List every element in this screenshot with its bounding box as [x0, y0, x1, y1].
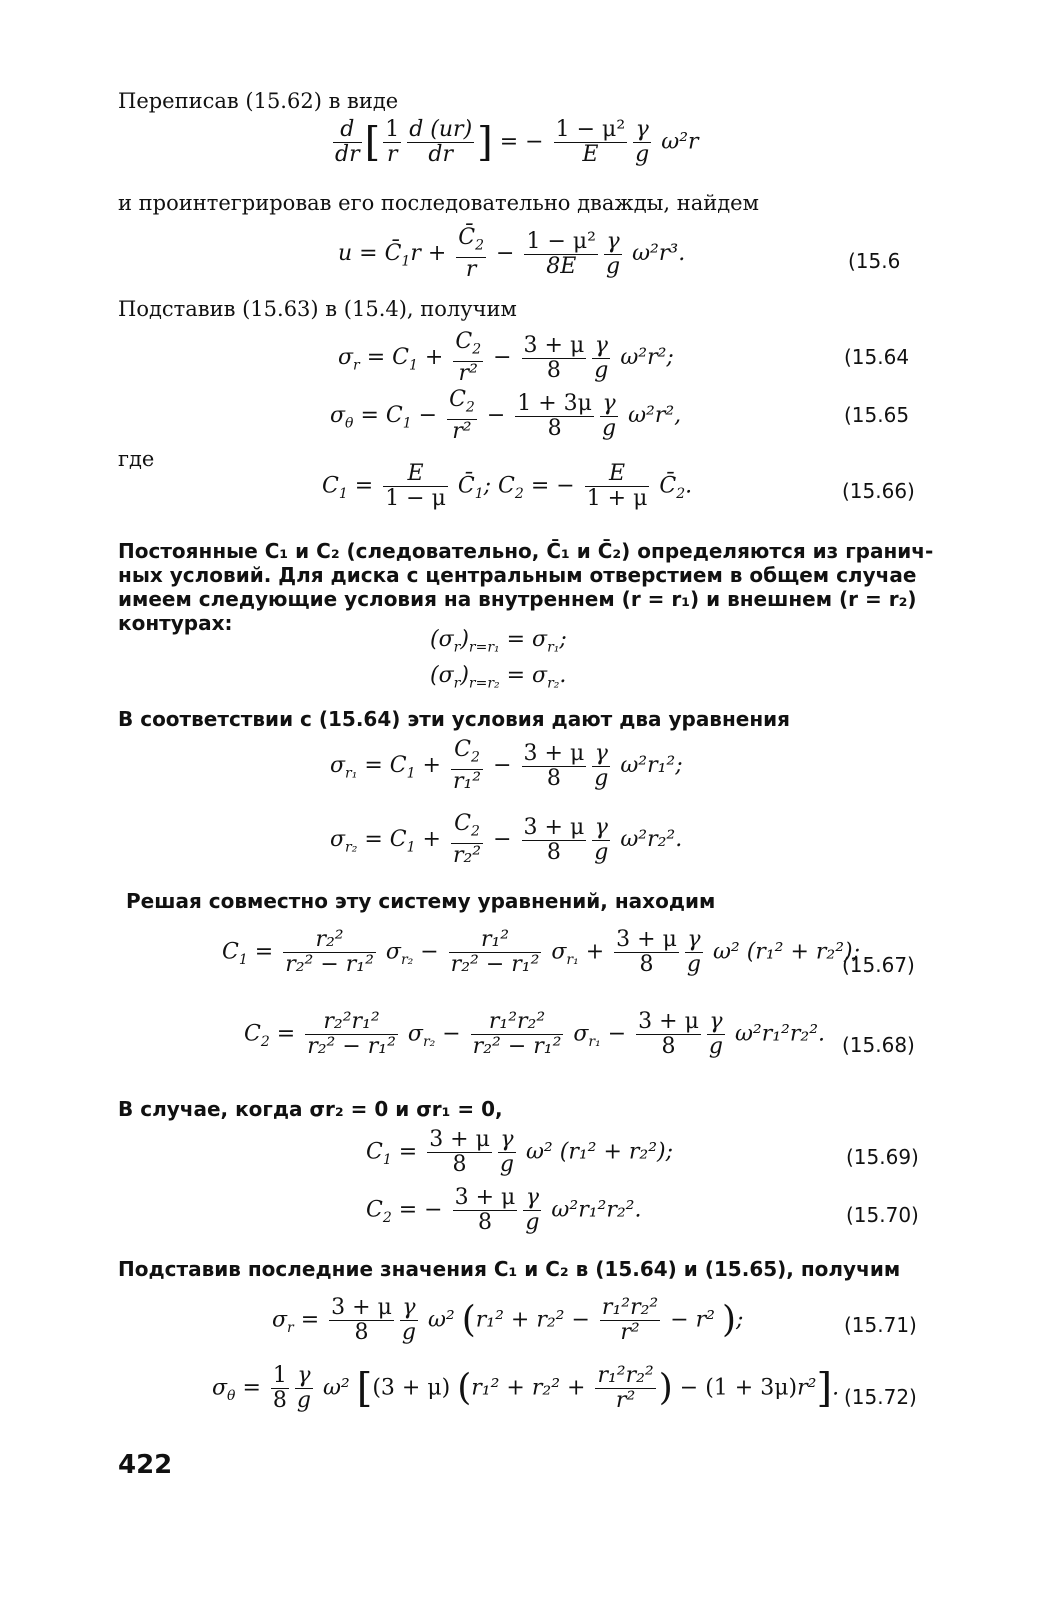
equation-sigma-theta-final: $\sigma_\theta$ = $\frac{1}{8}$ $\frac{\gamma}{g}$ ω² [(3 + μ) (r₁² + r₂² + $\frac{\text{r₁²r₂²}}{\text{r²}}$ ) − (1 + 3μ)r²]. [212, 1363, 840, 1413]
paragraph-constants-line1: Постоянные C₁ и C₂ (следовательно, C̄₁ и C̄₂) определяются из гранич- [118, 539, 934, 563]
paragraph-case: В случае, когда σr₂ = 0 и σr₁ = 0, [118, 1097, 503, 1121]
equation-displacement: $u = C̄_1r$ + $\frac{C̄_2}{r}$ − $\frac{\text{1 − μ²}}{8E}$ $\frac{\gamma}{g}$ ω²r³. [338, 225, 686, 283]
paragraph-constants-line2: ных условий. Для диска с центральным отверстием в общем случае [118, 563, 917, 587]
equation-number-68: (15.68) [842, 1033, 915, 1057]
equation-sigma-r: $\sigma_r = C_1$ + $\frac{C_2}{\text{r²}}$ − $\frac{3 + \mu}{8}$ $\frac{\gamma}{g}$ ω²r²; [338, 329, 674, 387]
equation-c2-special: $C_2$ = − $\frac{3 + \mu}{8}$ $\frac{\gamma}{g}$ ω²r₁²r₂². [366, 1185, 642, 1235]
paragraph-integrate: и проинтегрировав его последовательно дважды, найдем [118, 191, 759, 215]
equation-boundary-inner: $(\sigma_r)_{r=r_1} = \sigma_{r_1}$; [430, 627, 567, 656]
equation-c2-general: $C_2$ = $\frac{\text{r₂²r₁²}}{\text{r₂² − r₁²}}$ $\sigma_{r_2}$ − $\frac{\text{r₁²r₂²}}{\text{r₂² − r₁²}}$ $\sigma_{r_1}$ − $\frac{3 + \mu}{8}$ $\frac{\gamma}{g}$ ω²r₁²r₂². [244, 1009, 826, 1059]
page-number: 422 [118, 1450, 173, 1480]
paragraph-constants-line3: имеем следующие условия на внутреннем (r = r₁) и внешнем (r = r₂) [118, 587, 917, 611]
equation-number-64: (15.64 [844, 345, 910, 369]
paragraph-solving: Решая совместно эту систему уравнений, находим [126, 889, 716, 913]
paragraph-intro: Переписав (15.62) в виде [118, 89, 399, 113]
paragraph-final: Подставив последние значения C₁ и C₂ в (15.64) и (15.65), получим [118, 1257, 901, 1281]
equation-system-1: $\sigma_{r_1} = C_1$ + $\frac{C_2}{\text{r₁²}}$ − $\frac{3 + \mu}{8}$ $\frac{\gamma}{g}$ ω²r₁²; [330, 737, 683, 795]
equation-number-66: (15.66) [842, 479, 915, 503]
equation-sigma-r-final: $\sigma_r$ = $\frac{3 + \mu}{8}$ $\frac{\gamma}{g}$ ω² (r₁² + r₂² − $\frac{\text{r₁²r₂²}}{\text{r²}}$ − r² ); [272, 1295, 744, 1345]
equation-number-63: (15.6 [848, 249, 901, 273]
equation-c1-general: $C_1$ = $\frac{\text{r₂²}}{\text{r₂² − r₁²}}$ $\sigma_{r_2}$ − $\frac{\text{r₁²}}{\text{r₂² − r₁²}}$ $\sigma_{r_1}$ + $\frac{3 + \mu}{8}$ $\frac{\gamma}{g}$ ω² (r₁² + r₂²); [222, 927, 861, 977]
equation-sigma-theta: $\sigma_\theta = C_1$ − $\frac{C_2}{\text{r²}}$ − $\frac{1 + 3\mu}{8}$ $\frac{\gamma}{g}$ ω²r², [330, 387, 682, 445]
equation-number-71: (15.71) [844, 1313, 917, 1337]
equation-system-2: $\sigma_{r_2} = C_1$ + $\frac{C_2}{\text{r₂²}}$ − $\frac{3 + \mu}{8}$ $\frac{\gamma}{g}$ ω²r₂². [330, 811, 683, 869]
equation-boundary-outer: $(\sigma_r)_{r=r_2} = \sigma_{r_2}$. [430, 663, 567, 692]
equation-c1-special: $C_1$ = $\frac{3 + \mu}{8}$ $\frac{\gamma}{g}$ ω² (r₁² + r₂²); [366, 1127, 674, 1177]
equation-differential: $\frac{d}{dr}$ [ $\frac{1}{r}$ $\frac{d (ur)}{dr}$ ] = − $\frac{\text{1 − μ²}}{E}$ $\frac{\gamma}{g}$ ω²r [335, 117, 699, 167]
equation-number-72: (15.72) [844, 1385, 917, 1409]
equation-number-70: (15.70) [846, 1203, 919, 1227]
label-where: где [118, 447, 155, 471]
paragraph-conditions: В соответствии с (15.64) эти условия дают два уравнения [118, 707, 791, 731]
equation-constants: $C_1$ = $\frac{E}{1 - \mu}$ $C̄_1$; $C_2$ = − $\frac{E}{1 + \mu}$ $C̄_2$. [322, 461, 693, 511]
equation-number-65: (15.65 [844, 403, 910, 427]
paragraph-substitute: Подставив (15.63) в (15.4), получим [118, 297, 517, 321]
equation-number-69: (15.69) [846, 1145, 919, 1169]
equation-number-67: (15.67) [842, 953, 915, 977]
paragraph-constants-line4: контурах: [118, 611, 233, 635]
